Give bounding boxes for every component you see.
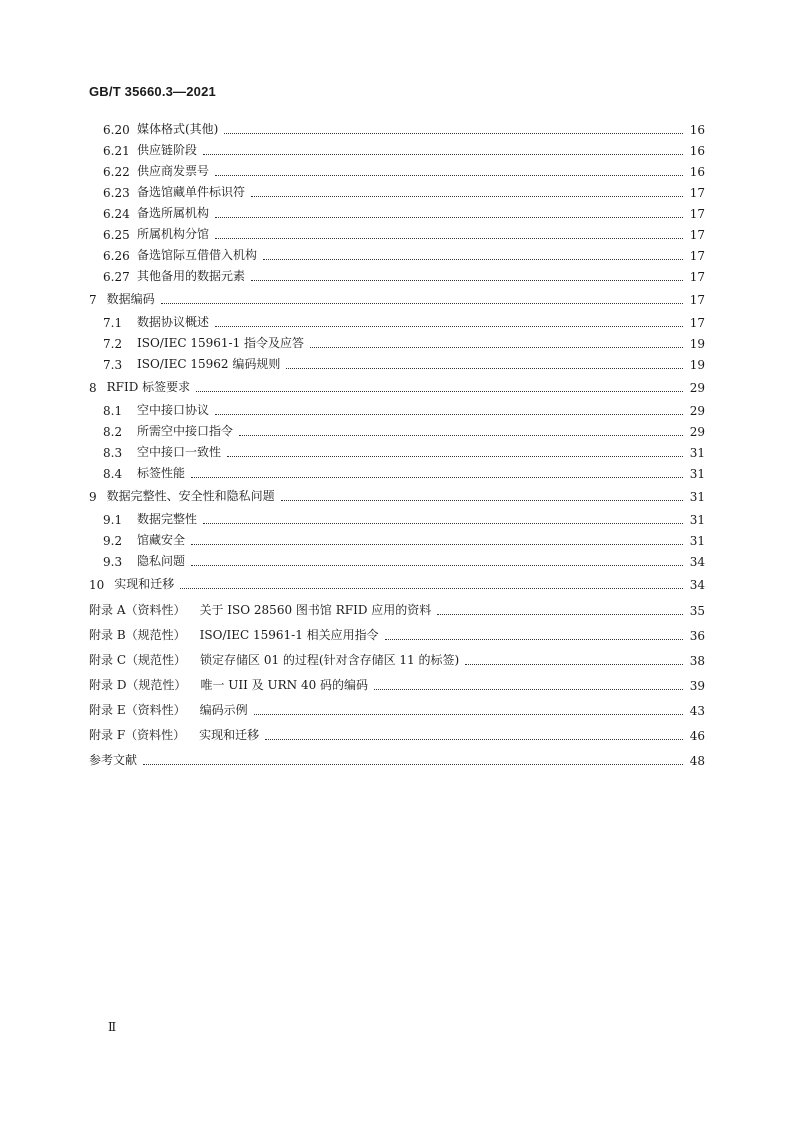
dot-leader bbox=[215, 237, 683, 239]
toc-entry-title: 供应商发票号 bbox=[137, 164, 210, 178]
toc-entry-page: 19 bbox=[689, 337, 705, 351]
dot-leader bbox=[227, 455, 683, 457]
toc-entry-page: 34 bbox=[689, 578, 705, 592]
toc-entry-number: 8 bbox=[89, 381, 97, 395]
toc-entry-page: 17 bbox=[689, 228, 705, 242]
toc-entry-page: 29 bbox=[689, 425, 705, 439]
toc-entry-page: 16 bbox=[689, 123, 705, 137]
toc-entry-page: 39 bbox=[689, 679, 705, 693]
toc-entry-number: 附录 D（规范性） bbox=[89, 678, 187, 692]
toc-entry-page: 31 bbox=[689, 490, 705, 504]
toc-entry-page: 48 bbox=[689, 754, 705, 768]
toc-entry-title: 备选所属机构 bbox=[137, 206, 210, 220]
toc-entry-number: 附录 C（规范性） bbox=[89, 653, 186, 667]
toc-entry-title: 所属机构分馆 bbox=[137, 227, 210, 241]
toc-entry-page: 16 bbox=[689, 144, 705, 158]
toc-entry-title: 关于 ISO 28560 图书馆 RFID 应用的资料 bbox=[199, 603, 432, 617]
toc-entry[interactable] bbox=[89, 137, 705, 158]
toc-entry[interactable] bbox=[89, 397, 705, 418]
toc-entry-page: 38 bbox=[689, 654, 705, 668]
toc-entry-title: ISO/IEC 15962 编码规则 bbox=[137, 357, 281, 371]
toc-entry[interactable] bbox=[89, 221, 705, 242]
toc-entry-title: 空中接口一致性 bbox=[137, 445, 222, 459]
toc-entry-page: 17 bbox=[689, 207, 705, 221]
toc-entry[interactable] bbox=[89, 418, 705, 439]
toc-entry-number: 附录 B（规范性） bbox=[89, 628, 186, 642]
dot-leader bbox=[281, 499, 683, 501]
toc-entry-number: 10 bbox=[89, 578, 105, 592]
dot-leader bbox=[239, 434, 683, 436]
toc-entry[interactable] bbox=[89, 330, 705, 351]
toc-entry[interactable] bbox=[89, 744, 705, 768]
dot-leader bbox=[180, 587, 683, 589]
dot-leader bbox=[310, 346, 683, 348]
toc-entry-title: 隐私问题 bbox=[137, 554, 186, 568]
toc-entry-number: 7.1 bbox=[103, 316, 123, 330]
toc-entry-page: 17 bbox=[689, 186, 705, 200]
toc-entry-title: 标签性能 bbox=[137, 466, 186, 480]
toc-entry-page: 17 bbox=[689, 316, 705, 330]
toc-entry[interactable] bbox=[89, 116, 705, 137]
toc-entry-title: 备选馆际互借借入机构 bbox=[137, 248, 258, 262]
dot-leader bbox=[161, 302, 683, 304]
dot-leader bbox=[191, 564, 683, 566]
toc-entry-page: 17 bbox=[689, 270, 705, 284]
toc-entry[interactable] bbox=[89, 669, 705, 693]
toc-entry-number: 9.1 bbox=[103, 513, 123, 527]
toc-entry[interactable] bbox=[89, 242, 705, 263]
toc-entry-title: 数据编码 bbox=[106, 292, 155, 306]
toc-entry-page: 43 bbox=[689, 704, 705, 718]
dot-leader bbox=[191, 543, 683, 545]
toc-entry-page: 31 bbox=[689, 446, 705, 460]
toc-entry-title: 实现和迁移 bbox=[199, 728, 260, 742]
toc-entry[interactable] bbox=[89, 719, 705, 743]
dot-leader bbox=[215, 413, 683, 415]
dot-leader bbox=[251, 195, 683, 197]
toc-entry-number: 7.3 bbox=[103, 358, 123, 372]
toc-entry-page: 31 bbox=[689, 467, 705, 481]
toc-entry-page: 35 bbox=[689, 604, 705, 618]
dot-leader bbox=[263, 258, 683, 260]
document-id: GB/T 35660.3—2021 bbox=[89, 84, 216, 99]
table-of-contents bbox=[89, 116, 705, 769]
toc-entry[interactable] bbox=[89, 439, 705, 460]
toc-entry-number: 6.24 bbox=[103, 207, 130, 221]
toc-entry-page: 17 bbox=[689, 249, 705, 263]
toc-entry-page: 29 bbox=[689, 404, 705, 418]
toc-entry[interactable] bbox=[89, 351, 705, 372]
toc-entry[interactable] bbox=[89, 263, 705, 284]
toc-entry[interactable] bbox=[89, 179, 705, 200]
dot-leader bbox=[196, 390, 683, 392]
toc-entry-page: 34 bbox=[689, 555, 705, 569]
toc-entry-number: 附录 E（资料性） bbox=[89, 703, 186, 717]
toc-entry[interactable] bbox=[89, 158, 705, 179]
dot-leader bbox=[385, 638, 683, 640]
toc-entry-number: 8.2 bbox=[103, 425, 123, 439]
toc-entry-title: 馆藏安全 bbox=[137, 533, 186, 547]
dot-leader bbox=[265, 738, 683, 740]
toc-entry-number: 7 bbox=[89, 293, 97, 307]
toc-entry-title: 锁定存储区 01 的过程(针对含存储区 11 的标签) bbox=[200, 653, 460, 667]
toc-entry-title: 唯一 UII 及 URN 40 码的编码 bbox=[200, 678, 369, 692]
toc-entry-title: 数据完整性、安全性和隐私问题 bbox=[106, 489, 275, 503]
toc-entry-number: 附录 F（资料性） bbox=[89, 728, 186, 742]
toc-entry-number: 6.27 bbox=[103, 270, 130, 284]
toc-entry-page: 31 bbox=[689, 534, 705, 548]
toc-entry-title: 媒体格式(其他) bbox=[137, 122, 219, 136]
dot-leader bbox=[374, 688, 683, 690]
toc-entry[interactable] bbox=[89, 506, 705, 527]
toc-entry[interactable] bbox=[89, 548, 705, 569]
dot-leader bbox=[203, 522, 683, 524]
toc-entry[interactable] bbox=[89, 571, 705, 592]
toc-entry[interactable] bbox=[89, 694, 705, 718]
toc-entry-title: ISO/IEC 15961-1 相关应用指令 bbox=[199, 628, 379, 642]
toc-entry-number: 附录 A（资料性） bbox=[89, 603, 186, 617]
dot-leader bbox=[254, 713, 683, 715]
toc-entry-number: 8.4 bbox=[103, 467, 123, 481]
dot-leader bbox=[215, 325, 683, 327]
toc-entry-number: 6.22 bbox=[103, 165, 130, 179]
toc-entry[interactable] bbox=[89, 619, 705, 643]
toc-entry[interactable] bbox=[89, 644, 705, 668]
toc-entry-title: ISO/IEC 15961-1 指令及应答 bbox=[137, 336, 305, 350]
dot-leader bbox=[437, 613, 683, 615]
toc-entry-number: 6.26 bbox=[103, 249, 130, 263]
toc-entry-page: 31 bbox=[689, 513, 705, 527]
toc-entry-page: 19 bbox=[689, 358, 705, 372]
toc-entry-title: 所需空中接口指令 bbox=[137, 424, 234, 438]
toc-entry-number: 7.2 bbox=[103, 337, 123, 351]
toc-entry-number: 6.25 bbox=[103, 228, 130, 242]
toc-entry-title: 参考文献 bbox=[89, 753, 138, 767]
toc-entry-number: 6.20 bbox=[103, 123, 130, 137]
toc-entry-number: 9.3 bbox=[103, 555, 123, 569]
toc-entry-title: 备选馆藏单件标识符 bbox=[137, 185, 246, 199]
toc-entry-title: 数据协议概述 bbox=[137, 315, 210, 329]
toc-entry[interactable] bbox=[89, 286, 705, 307]
dot-leader bbox=[251, 279, 683, 281]
toc-entry-page: 17 bbox=[689, 293, 705, 307]
dot-leader bbox=[286, 367, 683, 369]
dot-leader bbox=[203, 153, 683, 155]
toc-entry[interactable] bbox=[89, 460, 705, 481]
toc-entry-title: 空中接口协议 bbox=[137, 403, 210, 417]
toc-entry[interactable] bbox=[89, 483, 705, 504]
toc-entry-page: 36 bbox=[689, 629, 705, 643]
toc-entry[interactable] bbox=[89, 374, 705, 395]
toc-entry[interactable] bbox=[89, 309, 705, 330]
toc-entry-page: 29 bbox=[689, 381, 705, 395]
toc-entry[interactable] bbox=[89, 527, 705, 548]
toc-entry-number: 8.3 bbox=[103, 446, 123, 460]
toc-entry-page: 46 bbox=[689, 729, 705, 743]
toc-entry-number: 8.1 bbox=[103, 404, 123, 418]
toc-entry-number: 9.2 bbox=[103, 534, 123, 548]
dot-leader bbox=[465, 663, 683, 665]
dot-leader bbox=[224, 132, 683, 134]
toc-entry[interactable] bbox=[89, 200, 705, 221]
toc-entry-title: 编码示例 bbox=[199, 703, 248, 717]
toc-entry-title: 数据完整性 bbox=[137, 512, 198, 526]
toc-entry-number: 9 bbox=[89, 490, 97, 504]
dot-leader bbox=[143, 763, 683, 765]
toc-entry-title: 其他备用的数据元素 bbox=[137, 269, 246, 283]
toc-entry-number: 6.23 bbox=[103, 186, 130, 200]
dot-leader bbox=[191, 476, 683, 478]
toc-entry-number: 6.21 bbox=[103, 144, 130, 158]
dot-leader bbox=[215, 216, 683, 218]
page-number: Ⅱ bbox=[108, 1020, 117, 1034]
dot-leader bbox=[215, 174, 683, 176]
toc-entry-title: 供应链阶段 bbox=[137, 143, 198, 157]
toc-entry[interactable] bbox=[89, 594, 705, 618]
toc-entry-page: 16 bbox=[689, 165, 705, 179]
toc-entry-title: 实现和迁移 bbox=[114, 577, 175, 591]
toc-entry-title: RFID 标签要求 bbox=[106, 380, 191, 394]
